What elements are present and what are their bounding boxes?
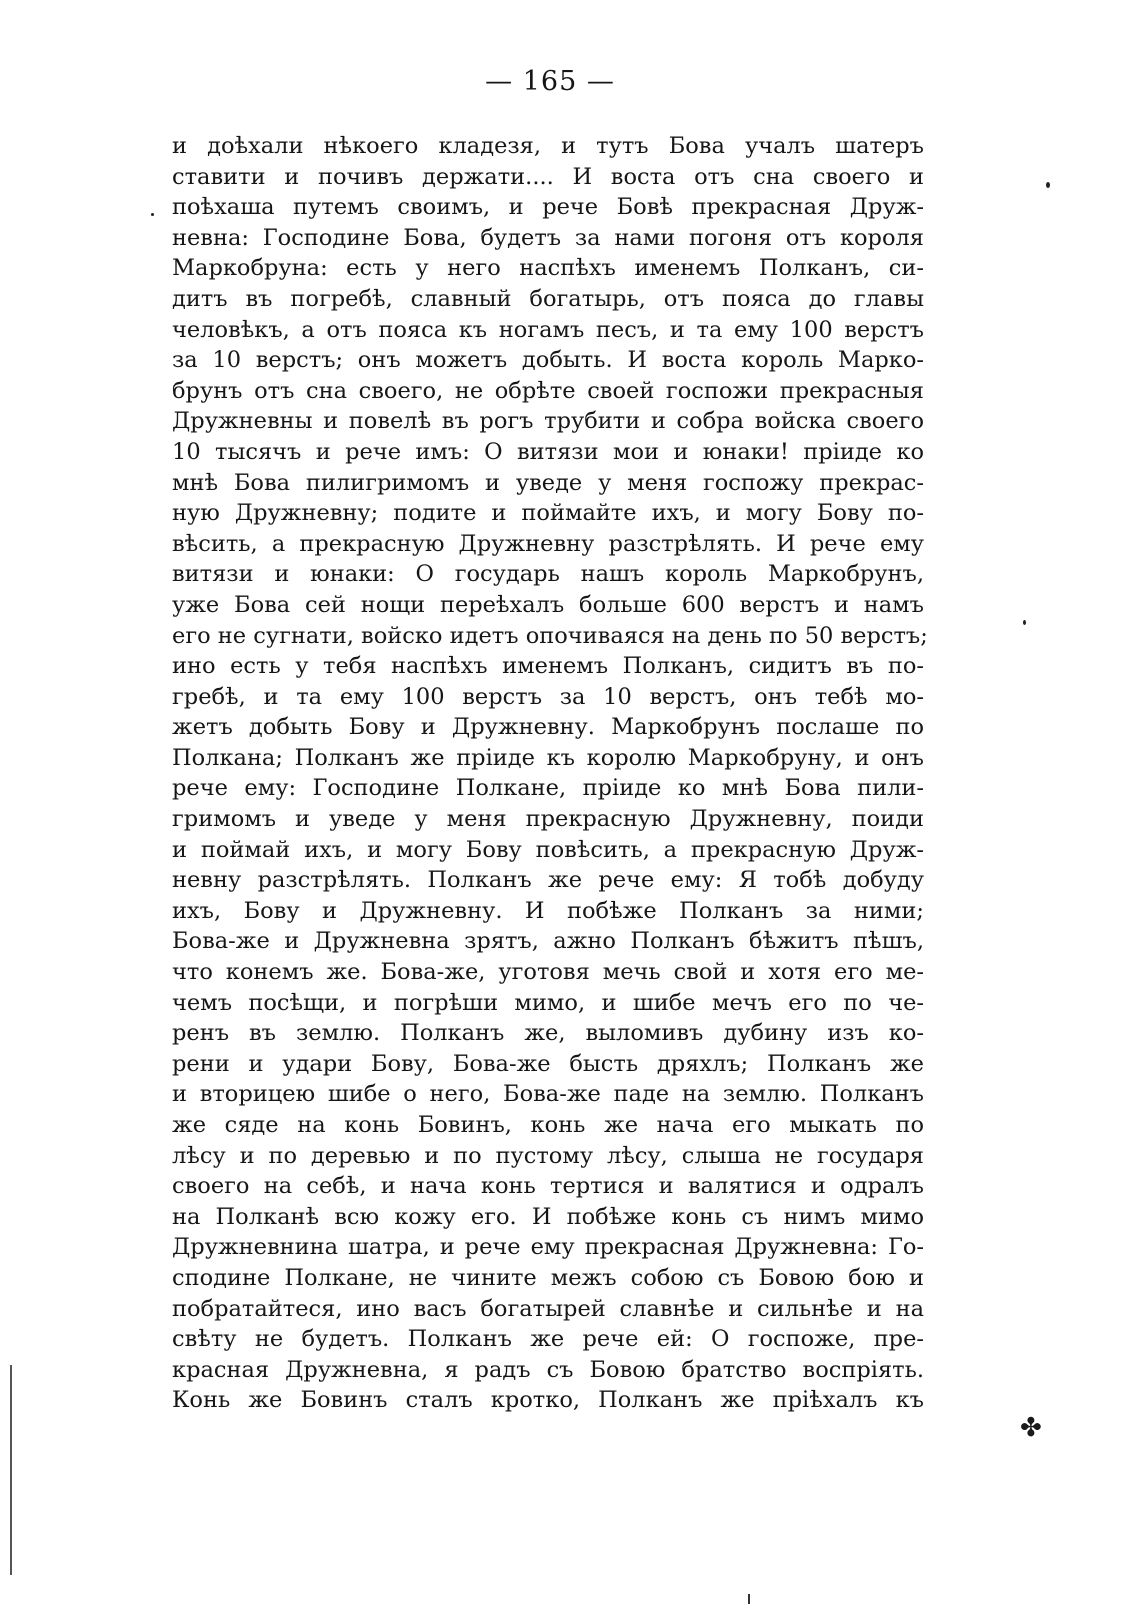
- text-line: дитъ въ погребѣ, славный богатырь, отъ пояса до главы: [172, 285, 924, 312]
- text-line: лѣсу и по деревью и по пустому лѣсу, слыша не государя: [172, 1142, 924, 1169]
- text-line: ную Дружневну; подите и поймайте ихъ, и могу Бову по-: [172, 500, 924, 527]
- body-text: [172, 131, 928, 1416]
- text-line: гримомъ и уведе у меня прекрасную Дружневну, поиди: [172, 806, 924, 833]
- ink-blot-icon: ✤: [1020, 1413, 1042, 1443]
- text-line: что конемъ же. Бова-же, уготовя мечь свой и хотя его ме-: [172, 959, 924, 986]
- ink-speck: [748, 1594, 750, 1604]
- text-line: Бова-же и Дружневна зрятъ, ажно Полканъ бѣжитъ пѣшъ,: [172, 928, 924, 955]
- text-line: и поймай ихъ, и могу Бову повѣсить, а прекрасную Друж-: [172, 836, 924, 863]
- text-line: гребѣ, и та ему 100 верстъ за 10 верстъ, онъ тебѣ мо-: [172, 683, 924, 710]
- text-line: за 10 верстъ; онъ можетъ добыть. И воста король Маркo-: [172, 347, 924, 374]
- text-line: ихъ, Бову и Дружневну. И побѣже Полканъ за ними;: [172, 897, 924, 924]
- text-line: витязи и юнаки: О государь нашъ король Маркобрунъ,: [172, 561, 924, 588]
- text-line: и доѣхали нѣкоего кладезя, и тутъ Бова учалъ шатеръ: [172, 133, 924, 159]
- text-line: Полкана; Полканъ же пріиде къ королю Маркобруну, и онъ: [172, 744, 924, 771]
- text-line: на Полканѣ всю кожу его. И побѣже конь съ нимъ мимо: [172, 1203, 924, 1230]
- text-line: чемъ посѣщи, и погрѣши мимо, и шибе мечъ его по че-: [172, 989, 924, 1016]
- text-line: ренъ въ землю. Полканъ же, выломивъ дубину изъ ко-: [172, 1020, 924, 1047]
- text-line: и вторицею шибе о него, Бова-же паде на землю. Полканъ: [172, 1081, 924, 1108]
- text-line: Дружневнина шатра, и рече ему прекрасная Дружневна: Го-: [172, 1234, 924, 1261]
- text-line: побратайтеся, ино васъ богатырей славнѣе и сильнѣе и на: [172, 1295, 924, 1322]
- text-line: Маркобруна: есть у него наспѣхъ именемъ Полканъ, си-: [172, 255, 924, 282]
- text-line: его не сугнати, войско идетъ опочиваяся на день по 50 верстъ;: [172, 622, 928, 649]
- ink-speck: [1023, 620, 1026, 625]
- text-line: 10 тысячъ и рече имъ: О витязи мои и юнаки! пріиде ко: [172, 438, 924, 465]
- text-line: сподине Полкане, не чините межъ собою съ Бовою бою и: [172, 1264, 924, 1291]
- page-number: — 165 —: [485, 66, 615, 97]
- text-line: же сяде на конь Бовинъ, конь же нача его мыкать по: [172, 1112, 924, 1138]
- text-line: жетъ добыть Бову и Дружневну. Маркобрунъ послаше по: [172, 714, 924, 741]
- text-line: свѣту не будетъ. Полканъ же рече ей: О госпоже, пре-: [172, 1326, 924, 1353]
- text-line: поѣхаша путемъ своимъ, и рече Бовѣ прекрасная Друж-: [172, 194, 924, 221]
- text-line: Конь же Бовинъ сталъ кротко, Полканъ же пріѣхалъ къ: [172, 1387, 924, 1414]
- text-line: вѣсить, а прекрасную Дружневну разстрѣлять. И рече ему: [172, 530, 924, 557]
- text-line: ставити и почивъ держати.... И воста отъ сна своего и: [172, 163, 924, 190]
- text-line: Дружневны и повелѣ въ рогъ трубити и собра войска своего: [172, 408, 924, 435]
- text-line: красная Дружневна, я радъ съ Бовою братство воспріять.: [172, 1356, 924, 1383]
- text-line: мнѣ Бова пилигримомъ и уведе у меня госпожу прекрас-: [172, 469, 924, 496]
- text-line: невну разстрѣлять. Полканъ же рече ему: Я тобѣ добуду: [172, 867, 924, 894]
- text-line: человѣкъ, а отъ пояса къ ногамъ песъ, и та ему 100 верстъ: [172, 316, 924, 343]
- text-line: брунъ отъ сна своего, не обрѣте своей госпожи прекрасныя: [172, 377, 924, 404]
- ink-speck: [151, 213, 154, 216]
- text-line: уже Бова сей нощи переѣхалъ больше 600 верстъ и намъ: [172, 591, 924, 618]
- text-line: невна: Господине Бова, будетъ за нами погоня отъ короля: [172, 224, 924, 251]
- scan-edge-line: [10, 1365, 12, 1575]
- text-line: рече ему: Господине Полкане, пріиде ко мнѣ Бова пили-: [172, 775, 924, 802]
- text-line: своего на себѣ, и нача конь тертися и валятися и одралъ: [172, 1173, 924, 1200]
- ink-speck: [1046, 182, 1050, 188]
- text-line: ино есть у тебя наспѣхъ именемъ Полканъ, сидитъ въ по-: [172, 653, 924, 680]
- text-line: рени и удари Бову, Бова-же бысть дряхлъ; Полканъ же: [172, 1050, 924, 1077]
